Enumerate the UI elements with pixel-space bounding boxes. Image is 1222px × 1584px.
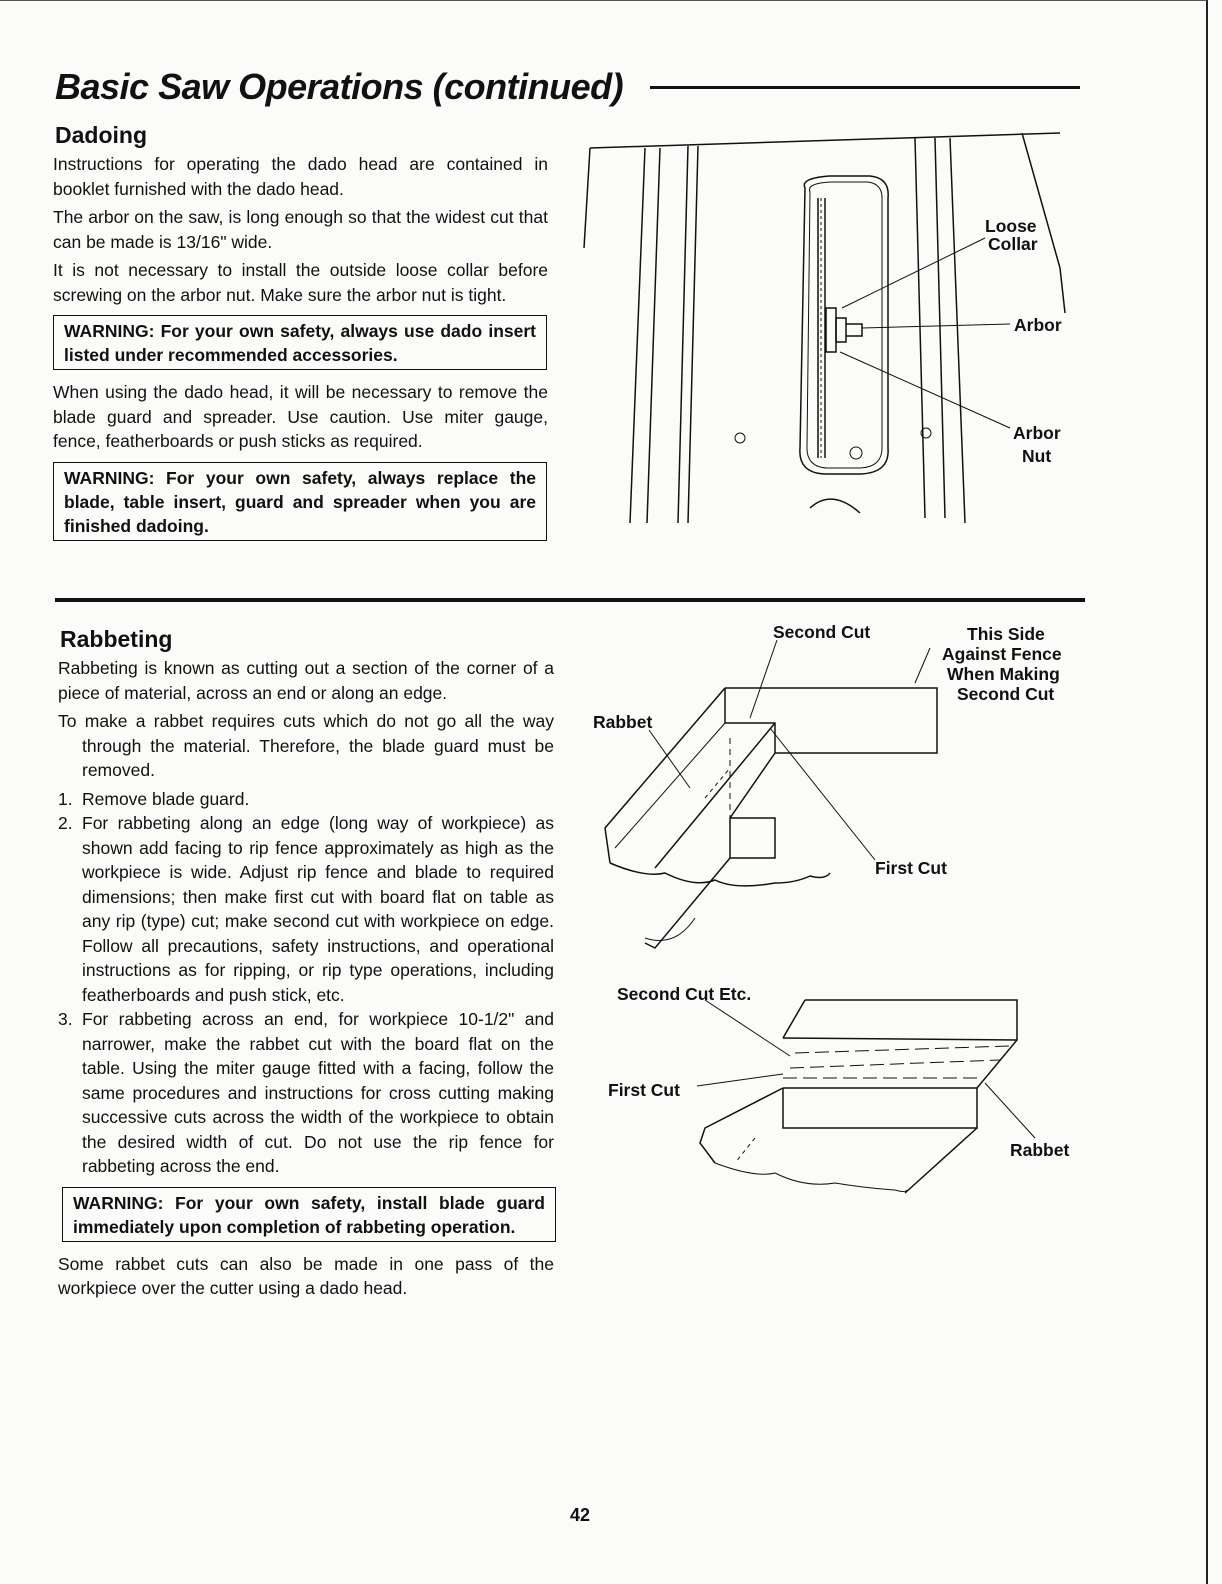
title-rule (650, 86, 1080, 89)
dadoing-warning-1: WARNING: For your own safety, always use dado insert listed under recommended accessories. (53, 315, 547, 370)
rabbeting-step-1: 1. Remove blade guard. (58, 788, 250, 809)
label-collar: Collar (988, 234, 1038, 254)
dadoing-paragraph-1: Instructions for operating the dado head are contained in booklet furnished with the dado head. (53, 154, 548, 199)
rabbet-end-figure (605, 978, 1105, 1208)
rabbeting-warning: WARNING: For your own safety, install blade guard immediately upon completion of rabbeting operation. (62, 1187, 556, 1242)
rabbet-edge-drawing (605, 640, 937, 948)
label-fence-line-2: Against Fence (942, 644, 1062, 664)
dadoing-text (53, 152, 548, 551)
label-arbor: Arbor (1014, 315, 1062, 335)
dadoing-paragraph-4: When using the dado head, it will be necessary to remove the blade guard and spreader. Use caution. Use miter gauge, fence, featherboards or push sticks as required. (53, 382, 548, 451)
label-arbor-nut-line-1: Arbor (1013, 423, 1061, 443)
page-title: Basic Saw Operations (continued) (55, 66, 624, 107)
label-first-cut: First Cut (875, 858, 947, 878)
rabbeting-step-3: 3. For rabbeting across an end, for workpiece 10-1/2" and narrower, make the rabbet cut with the board flat on the table. Using the miter gauge fitted with a facing, follow the same procedures and instructions for cross cutting making successive cuts across the width of the workpiece to obtain the desired width of cut. Do not use the rip fence for rabbeting across the end. (58, 1009, 554, 1176)
rabbeting-closing: Some rabbet cuts can also be made in one pass of the workpiece over the cutter using a dado head. (58, 1253, 554, 1298)
label-fence-line-4: Second Cut (957, 684, 1055, 704)
label-arbor-nut-line-2: Nut (1022, 446, 1052, 466)
section-divider (55, 598, 1085, 602)
label-second-cut-etc: Second Cut Etc. (617, 984, 752, 1004)
label-loose: Loose (985, 216, 1037, 236)
label-rabbet: Rabbet (593, 712, 653, 732)
label-fence-line-1: This Side (967, 624, 1045, 644)
label-first-cut-end: First Cut (608, 1080, 680, 1100)
dadoing-warning-2: WARNING: For your own safety, always replace the blade, table insert, guard and spreader when you are finished dadoing. (53, 462, 547, 541)
dadoing-paragraph-3: It is not necessary to install the outside loose collar before screwing on the arbor nut. Make sure the arbor nut is tight. (53, 260, 548, 305)
label-second-cut: Second Cut (773, 622, 871, 642)
rabbeting-steps (58, 787, 554, 1179)
dadoing-paragraph-2: The arbor on the saw, is long enough so that the widest cut that can be made is 13/16" wide. (53, 207, 548, 252)
dado-arbor-figure (570, 128, 1090, 528)
rabbet-edge-figure (585, 618, 1095, 958)
rabbeting-requirement: To make a rabbet requires cuts which do not go all the way through the material. Therefore, the blade guard must be removed. (58, 711, 554, 780)
label-rabbet-end: Rabbet (1010, 1140, 1070, 1160)
rabbeting-text (58, 656, 554, 1305)
rabbeting-heading: Rabbeting (60, 626, 173, 652)
rabbet-end-drawing (697, 1000, 1035, 1193)
label-fence-line-3: When Making (947, 664, 1060, 684)
saw-table-drawing (584, 133, 1065, 523)
rabbeting-intro: Rabbeting is known as cutting out a section of the corner of a piece of material, across an end or along an edge. (58, 658, 554, 703)
page-number: 42 (569, 1505, 591, 1525)
dadoing-heading: Dadoing (55, 122, 147, 148)
rabbeting-step-2: 2. For rabbeting along an edge (long way of workpiece) as shown add facing to rip fence approximately as high as the workpiece is wide. Adjust rip fence and blade to required dimensions; then make first cut with board flat on table as any rip (type) cut; make second cut with workpiece on edge. Follow all precautions, safety instructions, and operational instructions as for ripping, or rip type operations, including featherboards and push stick, etc. (58, 813, 554, 1005)
